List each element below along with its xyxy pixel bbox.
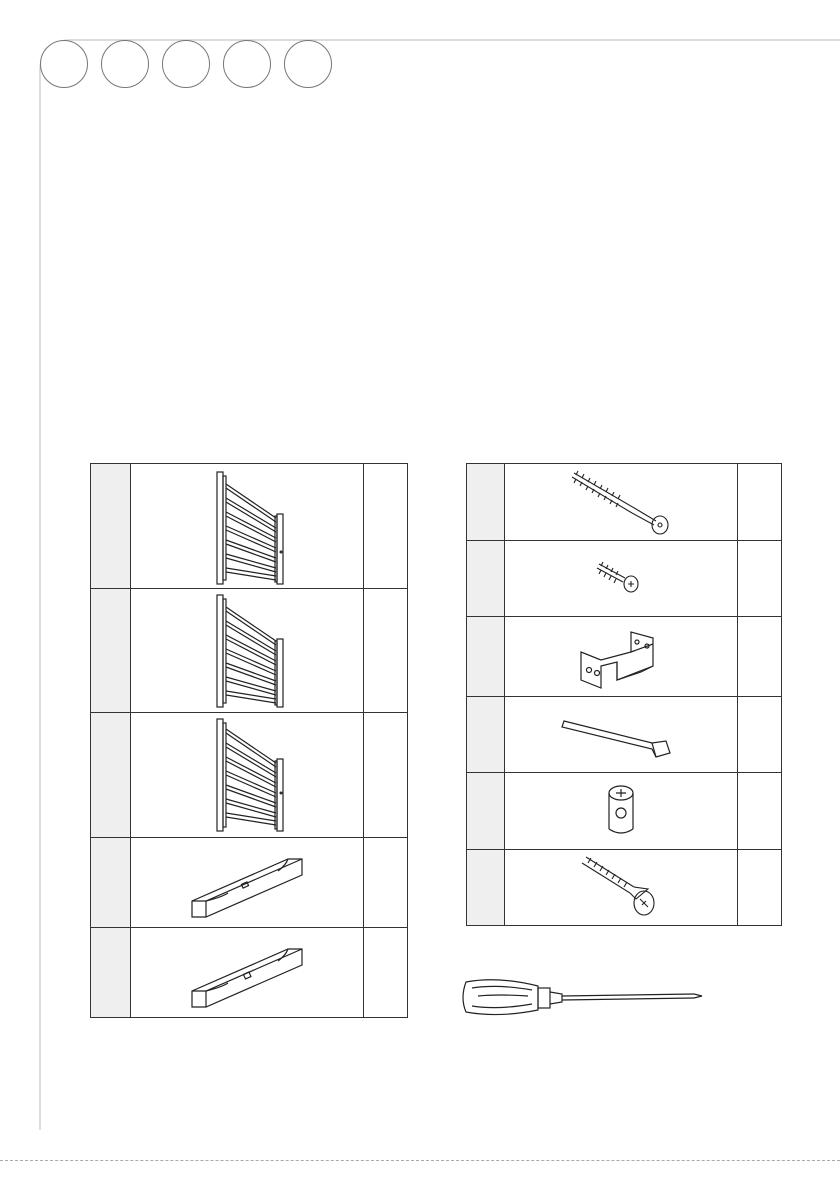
- step-circle-4: [223, 40, 271, 88]
- machine-screw-icon: [576, 853, 666, 923]
- panel-parts-table: [90, 463, 408, 1018]
- part-row: [91, 928, 408, 1018]
- part-row: [467, 541, 782, 617]
- part-qty: [364, 589, 408, 713]
- step-circle-2: [101, 40, 149, 88]
- part-label: [467, 850, 505, 926]
- long-bolt-icon: [566, 467, 676, 537]
- part-row: [467, 773, 782, 850]
- part-label: [467, 617, 505, 697]
- headboard-panel-icon: [197, 466, 297, 586]
- allen-key-icon: [556, 705, 686, 765]
- barrel-nut-icon: [596, 781, 646, 841]
- part-label: [91, 713, 131, 838]
- part-qty: [738, 617, 782, 697]
- part-qty: [738, 697, 782, 773]
- part-qty: [738, 850, 782, 926]
- side-panel-icon: [197, 715, 297, 835]
- hardware-parts-table: [466, 463, 782, 926]
- part-row: [91, 464, 408, 589]
- part-qty: [738, 541, 782, 617]
- part-qty: [738, 464, 782, 541]
- u-bracket-icon: [571, 622, 671, 692]
- part-row: [467, 850, 782, 926]
- part-row: [91, 713, 408, 838]
- page-edge-dashline: [0, 1160, 840, 1161]
- part-qty: [738, 773, 782, 850]
- part-label: [467, 697, 505, 773]
- part-qty: [364, 928, 408, 1018]
- part-qty: [364, 464, 408, 589]
- part-row: [467, 697, 782, 773]
- part-row: [91, 838, 408, 928]
- part-label: [91, 589, 131, 713]
- part-qty: [364, 713, 408, 838]
- part-qty: [364, 838, 408, 928]
- wood-screw-icon: [591, 554, 651, 604]
- screwdriver-icon: [458, 974, 708, 1020]
- part-label: [91, 464, 131, 589]
- part-label: [467, 464, 505, 541]
- part-row: [467, 617, 782, 697]
- rail-beam-icon: [182, 843, 312, 923]
- step-circle-1: [40, 40, 88, 88]
- part-label: [91, 838, 131, 928]
- part-label: [467, 541, 505, 617]
- step-circle-5: [284, 40, 332, 88]
- rail-beam-icon: [182, 933, 312, 1013]
- step-circle-3: [162, 40, 210, 88]
- part-label: [467, 773, 505, 850]
- part-row: [91, 589, 408, 713]
- part-row: [467, 464, 782, 541]
- part-label: [91, 928, 131, 1018]
- footboard-panel-icon: [197, 591, 297, 711]
